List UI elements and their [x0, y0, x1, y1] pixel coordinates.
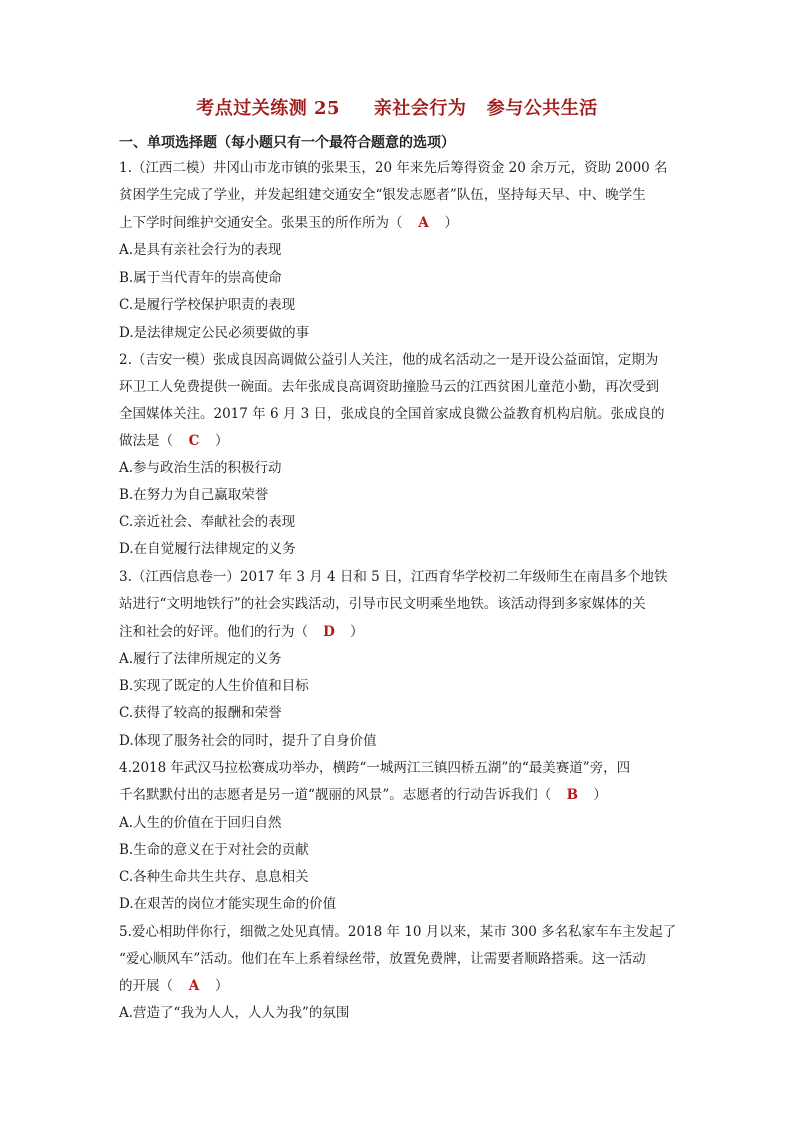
question-4-option-c: C.各种生命共生共存、息息相关: [119, 869, 309, 885]
page-title: 考点过关练测 25 亲社会行为 参与公共生活: [196, 98, 598, 119]
question-1-option-a: A.是具有亲社会行为的表现: [119, 242, 282, 258]
question-1-option-c: C.是履行学校保护职责的表现: [119, 297, 296, 313]
question-2-line-3: 全国媒体关注。2017 年 6 月 3 日，张成良的全国首家成良微公益教育机构启航。张成良的: [119, 406, 665, 422]
question-3-paren-close: ）: [350, 624, 364, 640]
question-4-option-a: A.人生的价值在于回归自然: [119, 815, 282, 831]
question-2-option-a: A.参与政治生活的积极行动: [119, 460, 282, 476]
question-3-option-d: D.体现了服务社会的同时，提升了自身价值: [119, 733, 377, 749]
question-3-answer: D: [323, 624, 335, 640]
question-2-option-d: D.在自觉履行法律规定的义务: [119, 541, 296, 557]
question-5-answer: A: [188, 978, 200, 994]
question-2-line-1: 2.（吉安一模）张成良因高调做公益引人关注，他的成名活动之一是开设公益面馆，定期为: [119, 352, 659, 368]
question-1-stem-end: [119, 215, 679, 231]
question-4-stem-end: [119, 787, 679, 803]
question-1-answer: A: [418, 215, 429, 231]
question-4-line-1: 4.2018 年武汉马拉松赛成功举办，横跨“一城两江三镇四桥五湖”的“最美赛道”旁，四: [119, 760, 631, 776]
question-3-option-a: A.履行了法律所规定的义务: [119, 651, 282, 667]
question-1-option-d: D.是法律规定公民必须要做的事: [119, 325, 310, 341]
question-4-paren-close: ）: [593, 787, 607, 803]
question-5-line-1: 5.爱心相助伴你行，细微之处见真情。2018 年 10 月以来，某市 300 多名私家车车主发起了: [119, 924, 677, 940]
question-3-option-c: C.获得了较高的报酬和荣誉: [119, 705, 282, 721]
question-5-stem-end: [119, 978, 679, 994]
question-2-option-b: B.在努力为自己赢取荣誉: [119, 487, 269, 503]
question-4-answer: B: [566, 787, 579, 803]
question-3-option-b: B.实现了既定的人生价值和目标: [119, 678, 309, 694]
question-4-stem-text: 千名默默付出的志愿者是另一道“靓丽的风景”。志愿者的行动告诉我们（: [119, 787, 552, 803]
question-1-line-1: 1.（江西二模）井冈山市龙市镇的张果玉，20 年来先后筹得资金 20 余万元，资助 2000 名: [119, 160, 668, 176]
question-1-option-b: B.属于当代青年的崇高使命: [119, 270, 282, 286]
question-1-stem-text: 上下学时间维护交通安全。张果玉的所作所为（: [119, 215, 403, 231]
question-2-option-c: C.亲近社会、奉献社会的表现: [119, 514, 296, 530]
question-3-stem-text: 注和社会的好评。他们的行为（: [119, 624, 308, 640]
question-3-line-2: 站进行“文明地铁行”的社会实践活动，引导市民文明乘坐地铁。该活动得到多家媒体的关: [119, 596, 646, 612]
question-5-option-a: A.营造了“我为人人，人人为我”的氛围: [119, 1005, 350, 1021]
question-2-stem-text: 做法是（: [119, 433, 173, 449]
question-2-answer: C: [188, 433, 200, 449]
question-2-paren-close: ）: [215, 433, 229, 449]
question-3-line-1: 3.（江西信息卷一）2017 年 3 月 4 日和 5 日，江西育华学校初二年级师生在南昌多个地铁: [119, 569, 668, 585]
question-5-stem-text: 的开展（: [119, 978, 173, 994]
question-4-option-b: B.生命的意义在于对社会的贡献: [119, 842, 309, 858]
question-3-stem-end: [119, 624, 679, 640]
question-2-stem-end: [119, 433, 679, 449]
question-2-line-2: 环卫工人免费提供一碗面。去年张成良高调资助撞脸马云的江西贫困儿童范小勤，再次受到: [119, 379, 659, 395]
question-1-line-2: 贫困学生完成了学业，并发起组建交通安全“银发志愿者”队伍，坚持每天早、中、晚学生: [119, 187, 646, 203]
question-5-paren-close: ）: [215, 978, 229, 994]
section-heading: 一、单项选择题（每小题只有一个最符合题意的选项）: [119, 135, 455, 151]
question-4-option-d: D.在艰苦的岗位才能实现生命的价值: [119, 896, 337, 912]
question-1-paren-close: ）: [444, 215, 458, 231]
question-5-line-2: “爱心顺风车”活动。他们在车上系着绿丝带，放置免费牌，让需要者顺路搭乘。这一活动: [119, 951, 646, 967]
